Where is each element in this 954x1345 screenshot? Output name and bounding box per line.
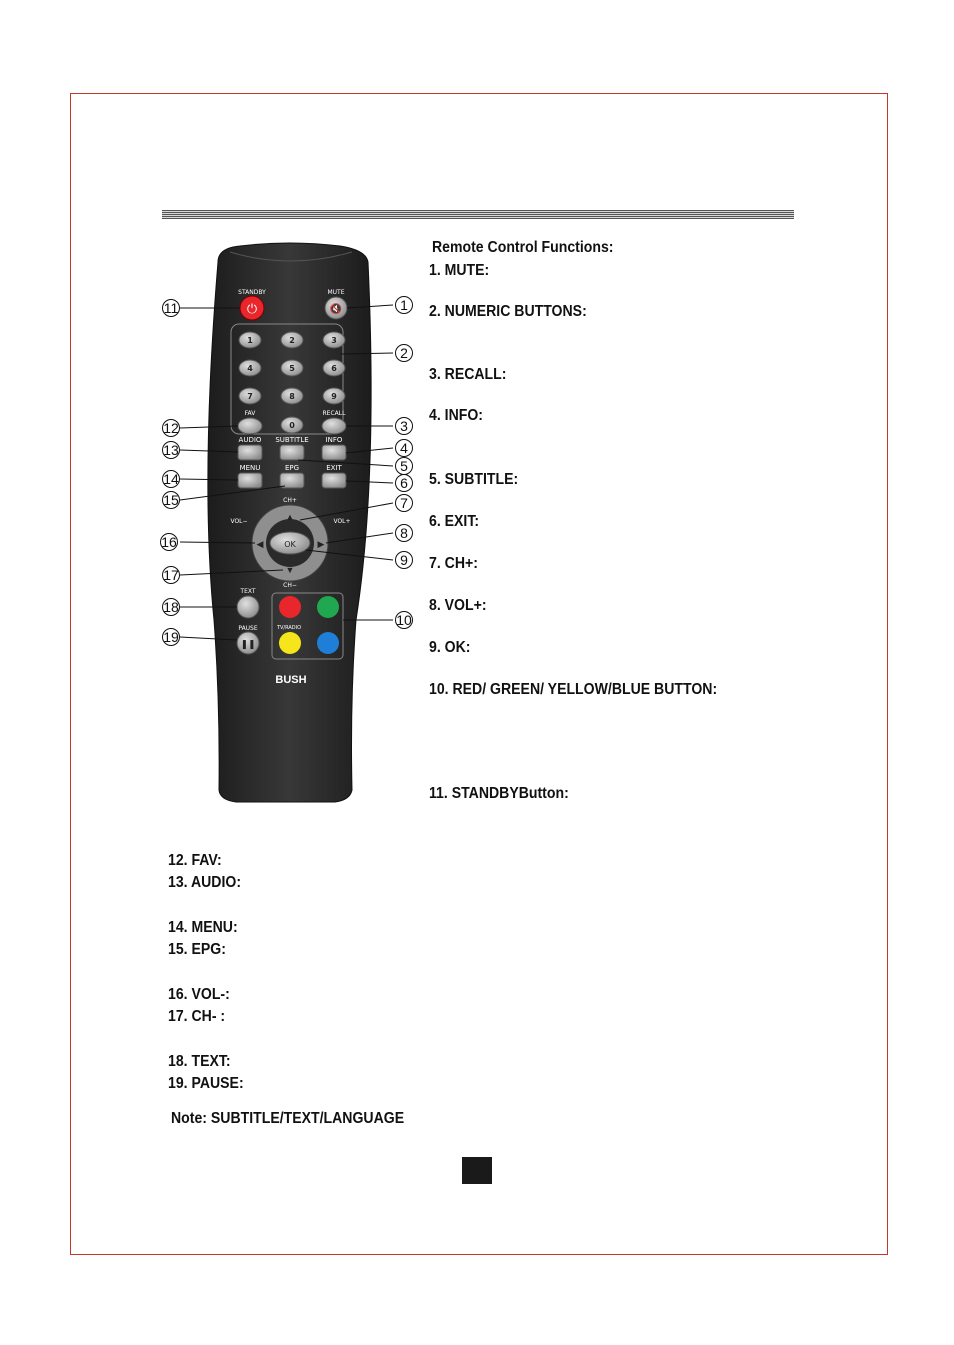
- ch-minus-label: CH−: [283, 582, 297, 589]
- brand-logo: BUSH: [275, 674, 307, 686]
- function-fav: 12. FAV:: [168, 852, 222, 869]
- blue-button: [317, 632, 339, 654]
- fav-label: FAV: [244, 410, 256, 417]
- function-info: 4. INFO:: [429, 407, 483, 424]
- function-numeric: 2. NUMERIC BUTTONS:: [429, 303, 587, 320]
- menu-label: MENU: [239, 464, 261, 472]
- digit-label: 6: [331, 364, 337, 373]
- standby-label: STANDBY: [238, 289, 266, 296]
- pause-icon: ❚❚: [240, 640, 256, 650]
- digit-label: 7: [247, 392, 253, 401]
- callout-number: 15: [163, 492, 179, 508]
- digit-label: 4: [247, 364, 253, 373]
- fav-button: [238, 418, 262, 434]
- function-subtitle: 5. SUBTITLE:: [429, 471, 519, 488]
- text-label: TEXT: [240, 588, 256, 595]
- callout-number: 17: [163, 567, 179, 583]
- power-icon: ⏻: [246, 302, 258, 317]
- left-arrow-icon: ◀: [256, 539, 264, 549]
- digit-label: 0: [289, 421, 295, 430]
- pause-label: PAUSE: [238, 625, 258, 632]
- function-menu: 14. MENU:: [168, 919, 238, 936]
- callout-number: 8: [400, 525, 408, 541]
- recall-label: RECALL: [322, 410, 346, 417]
- exit-label: EXIT: [326, 464, 342, 472]
- audio-button: [238, 445, 262, 460]
- yellow-button: [279, 632, 301, 654]
- function-text: 18. TEXT:: [168, 1053, 231, 1070]
- callout-number: 3: [400, 418, 408, 434]
- callout-number: 7: [400, 495, 408, 511]
- callout-number: 10: [396, 612, 412, 628]
- green-button: [317, 596, 339, 618]
- function-epg: 15. EPG:: [168, 941, 226, 958]
- callout-number: 13: [163, 442, 179, 458]
- function-recall: 3. RECALL:: [429, 366, 507, 383]
- right-arrow-icon: ▶: [317, 539, 325, 549]
- callout-number: 6: [400, 475, 408, 491]
- info-label: INFO: [325, 436, 343, 444]
- section-heading: Remote Control Functions:: [432, 239, 614, 256]
- digit-label: 1: [247, 336, 253, 345]
- callout-number: 12: [163, 420, 179, 436]
- function-vol-minus: 16. VOL-:: [168, 986, 230, 1003]
- note-text: Note: SUBTITLE/TEXT/LANGUAGE: [171, 1110, 405, 1127]
- callout-number: 11: [163, 300, 179, 316]
- callout-number: 14: [163, 471, 179, 487]
- callout-number: 4: [400, 440, 408, 456]
- digit-label: 3: [331, 336, 337, 345]
- digit-label: 8: [289, 392, 295, 401]
- function-ok: 9. OK:: [429, 639, 471, 656]
- callout-number: 19: [163, 629, 179, 645]
- callout-number: 5: [400, 458, 408, 474]
- callout-number: 2: [400, 345, 408, 361]
- red-button: [279, 596, 301, 618]
- callout-number: 16: [161, 534, 177, 550]
- function-ch-minus: 17. CH- :: [168, 1008, 226, 1025]
- function-color-buttons: 10. RED/ GREEN/ YELLOW/BLUE BUTTON:: [429, 681, 718, 698]
- function-ch-plus: 7. CH+:: [429, 555, 478, 572]
- callout-number: 1: [400, 297, 408, 313]
- function-mute: 1. MUTE:: [429, 262, 490, 279]
- function-audio: 13. AUDIO:: [168, 874, 242, 891]
- exit-button: [322, 473, 346, 488]
- digit-label: 2: [289, 336, 295, 345]
- recall-button: [322, 418, 346, 434]
- ok-label: OK: [284, 540, 296, 549]
- vol-plus-label: VOL+: [333, 518, 351, 525]
- info-button: [322, 445, 346, 460]
- callout-number: 18: [163, 599, 179, 615]
- digit-label: 5: [289, 364, 295, 373]
- callout-number: 9: [400, 552, 408, 568]
- function-standby: 11. STANDBYButton:: [429, 785, 569, 802]
- function-vol-plus: 8. VOL+:: [429, 597, 487, 614]
- menu-button: [238, 473, 262, 488]
- tv-radio-label: TV/RADIO: [276, 625, 302, 631]
- epg-label: EPG: [284, 464, 300, 472]
- down-arrow-icon: ▼: [285, 565, 295, 575]
- vol-minus-label: VOL−: [230, 518, 248, 525]
- function-exit: 6. EXIT:: [429, 513, 480, 530]
- text-button: [237, 596, 259, 618]
- mute-icon: 🔇: [329, 304, 343, 315]
- up-arrow-icon: ▲: [285, 512, 295, 522]
- subtitle-button: [280, 445, 304, 460]
- function-pause: 19. PAUSE:: [168, 1075, 244, 1092]
- ch-plus-label: CH+: [283, 497, 297, 504]
- audio-label: AUDIO: [238, 436, 262, 444]
- subtitle-label: SUBTITLE: [275, 436, 309, 444]
- mute-label: MUTE: [327, 289, 345, 296]
- digit-label: 9: [331, 392, 337, 401]
